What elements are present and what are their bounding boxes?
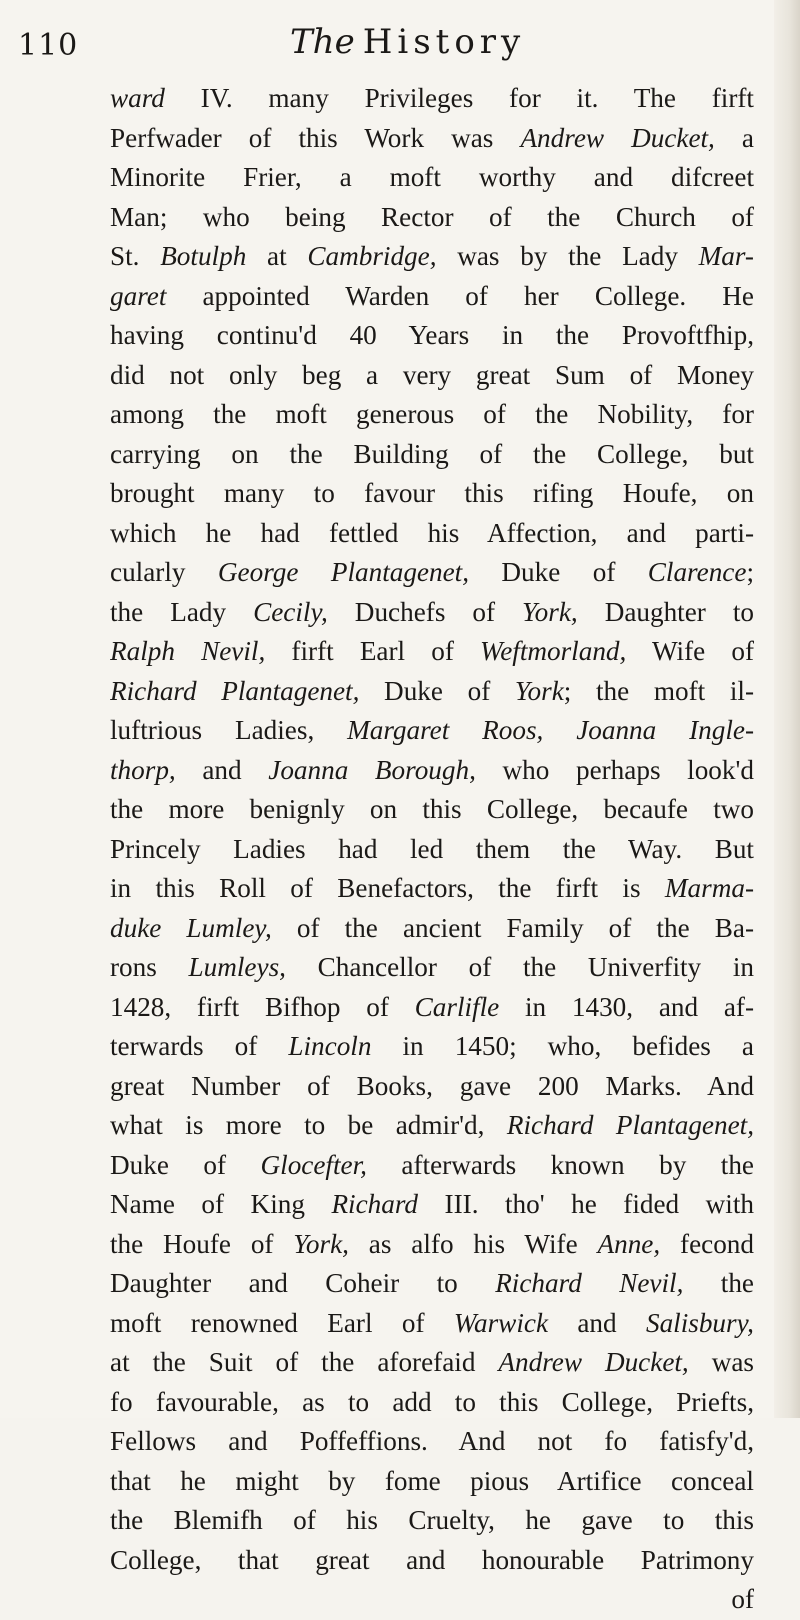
- italic-text: York,: [522, 596, 578, 627]
- italic-text: Botulph: [160, 241, 247, 271]
- text-line: [110, 830, 754, 870]
- italic-text: York: [514, 675, 564, 706]
- italic-text: Cecily,: [253, 596, 328, 627]
- text-line: [110, 1304, 754, 1344]
- text-run: St.: [110, 241, 161, 271]
- text-run: brought many to favour this rifing Houfe, on: [110, 478, 754, 508]
- text-run: Duke of: [110, 1149, 261, 1180]
- italic-text: Lumleys,: [188, 952, 286, 982]
- text-run: IV. many Privileges for it. The firft: [164, 83, 754, 113]
- italic-text: Lincoln: [288, 1031, 372, 1061]
- text-run: appointed Warden of her College. He: [166, 280, 754, 311]
- text-line: [110, 1067, 754, 1107]
- text-run: the Lady: [110, 596, 254, 627]
- text-run: Duke of: [469, 557, 648, 587]
- text-line: [110, 632, 754, 672]
- text-run: fecond: [660, 1228, 754, 1259]
- text-run: moft renowned Earl of: [110, 1307, 454, 1338]
- italic-text: ward: [110, 83, 165, 113]
- text-run: in 1450; who, befides a: [371, 1031, 754, 1061]
- italic-text: Marma-: [664, 873, 754, 903]
- text-line: [110, 1383, 754, 1423]
- text-line: [110, 593, 754, 633]
- text-line: [110, 435, 754, 475]
- text-line: [110, 1225, 754, 1265]
- text-line: [110, 909, 754, 949]
- text-line: [110, 1106, 754, 1146]
- text-run: firft Earl of: [265, 636, 481, 666]
- italic-text: Cambridge,: [307, 241, 437, 271]
- text-run: carrying on the Building of the College, but: [110, 438, 754, 469]
- italic-text: Andrew Ducket,: [498, 1347, 689, 1377]
- text-run: Man; who being Rector of the Church of: [110, 201, 754, 232]
- text-line: [110, 1185, 754, 1225]
- text-run: and: [548, 1307, 646, 1338]
- italic-text: Ralph Nevil,: [110, 636, 266, 666]
- text-line: [110, 1462, 754, 1502]
- italic-text: duke Lumley,: [110, 912, 272, 943]
- text-run: what is more to be admir'd,: [110, 1110, 507, 1140]
- text-run: Duchefs of: [327, 596, 523, 627]
- text-run: the Blemifh of his Cruelty, he gave to this: [110, 1505, 754, 1535]
- text-run: Wife of: [626, 636, 754, 666]
- text-run: Daughter and Coheir to: [110, 1268, 496, 1298]
- running-head-the: The: [290, 22, 355, 62]
- italic-text: Anne,: [597, 1228, 661, 1259]
- text-line: [110, 79, 754, 119]
- text-line: [110, 1343, 754, 1383]
- text-run: in 1430, and af-: [499, 991, 754, 1022]
- text-line: [110, 1146, 754, 1186]
- text-run: afterwards known by the: [366, 1149, 754, 1180]
- italic-text: Mar-: [698, 241, 754, 271]
- text-line: [110, 316, 754, 356]
- text-run: III. tho' he fided with: [418, 1189, 754, 1219]
- italic-text: Richard Plantagenet,: [506, 1110, 754, 1140]
- text-run: as alfo his Wife: [348, 1228, 598, 1259]
- text-run: Chancellor of the Univerfity in: [285, 952, 754, 982]
- text-line: [110, 1580, 754, 1620]
- page-number: 110: [18, 28, 79, 63]
- text-line: [110, 198, 754, 238]
- text-run: of the ancient Family of the Ba-: [271, 912, 754, 943]
- text-line: [110, 514, 754, 554]
- text-run: Name of King: [110, 1189, 332, 1219]
- text-run: was by the Lady: [436, 241, 699, 271]
- italic-text: Weftmorland,: [480, 636, 627, 666]
- italic-text: George Plantagenet,: [217, 557, 470, 587]
- text-line: [110, 869, 754, 909]
- text-run: terwards of: [110, 1031, 289, 1061]
- text-run: Duke of: [359, 675, 515, 706]
- text-line: [110, 1501, 754, 1541]
- text-run: which he had fettled his Affection, and parti-: [110, 517, 754, 548]
- text-run: [543, 715, 576, 745]
- running-head: [290, 22, 525, 62]
- text-run: 1428, firft Bifhop of: [110, 991, 415, 1022]
- text-line: [110, 751, 754, 791]
- text-run: Fellows and Poffeffions. And not fo fatisfy'd,: [110, 1426, 754, 1456]
- text-run: was: [688, 1347, 754, 1377]
- text-run: fo favourable, as to add to this College, Priefts,: [110, 1386, 754, 1417]
- text-run: luftrious Ladies,: [110, 715, 348, 745]
- text-line: [110, 1027, 754, 1067]
- text-line: [110, 1541, 754, 1581]
- text-line: [110, 790, 754, 830]
- text-line: [110, 395, 754, 435]
- text-run: Perfwader of this Work was: [110, 122, 521, 153]
- text-run: did not only beg a very great Sum of Money: [110, 359, 754, 390]
- italic-text: Joanna Borough,: [268, 754, 476, 785]
- text-line: [110, 948, 754, 988]
- text-line: [110, 988, 754, 1028]
- page-header: [0, 14, 800, 74]
- text-line: [110, 1422, 754, 1462]
- italic-text: Joanna Ingle-: [576, 715, 754, 745]
- text-run: who perhaps look'd: [475, 754, 754, 785]
- text-line: [110, 237, 754, 277]
- text-run: College, that great and honourable Patrimony: [110, 1544, 754, 1575]
- body-text: [110, 79, 754, 1620]
- text-run: having continu'd 40 Years in the Provoftfhip,: [110, 320, 754, 350]
- text-run: rons: [110, 952, 189, 982]
- italic-text: Margaret Roos,: [347, 715, 544, 745]
- italic-text: Salisbury,: [645, 1307, 754, 1338]
- text-run: cularly: [110, 557, 218, 587]
- text-line: [110, 474, 754, 514]
- italic-text: Richard Plantagenet,: [110, 675, 360, 706]
- text-line: [110, 553, 754, 593]
- text-run: Minorite Frier, a moft worthy and difcreet: [110, 162, 754, 192]
- running-head-title: History: [362, 22, 526, 62]
- italic-text: Clarence: [647, 557, 747, 587]
- text-run: and: [175, 754, 269, 785]
- text-line: [110, 119, 754, 159]
- text-run: ;: [746, 557, 754, 587]
- italic-text: Warwick: [453, 1307, 549, 1338]
- italic-text: garet: [110, 280, 167, 311]
- text-run: the: [683, 1268, 754, 1298]
- text-line: [110, 1264, 754, 1304]
- text-line: [110, 277, 754, 317]
- italic-text: York,: [293, 1228, 349, 1259]
- italic-text: Glocefter,: [260, 1149, 367, 1180]
- text-run: great Number of Books, gave 200 Marks. And: [110, 1070, 754, 1101]
- text-run: a: [714, 122, 754, 153]
- italic-text: Richard Nevil,: [495, 1268, 684, 1298]
- text-run: the Houfe of: [110, 1228, 294, 1259]
- italic-text: Carlifle: [414, 991, 500, 1022]
- text-run: Princely Ladies had led them the Way. But: [110, 833, 754, 864]
- text-line: [110, 158, 754, 198]
- text-line: [110, 711, 754, 751]
- text-line: [110, 672, 754, 712]
- text-run: Daughter to: [577, 596, 754, 627]
- italic-text: Andrew Ducket,: [520, 122, 715, 153]
- text-run: at the Suit of the aforefaid: [110, 1347, 499, 1377]
- text-run: that he might by fome pious Artifice conceal: [110, 1465, 754, 1496]
- text-run: at: [246, 241, 308, 271]
- text-run: of: [731, 1584, 754, 1614]
- italic-text: Richard: [331, 1189, 419, 1219]
- page-edge: [774, 0, 800, 1418]
- text-run: in this Roll of Benefactors, the firft is: [110, 873, 665, 903]
- text-run: among the moft generous of the Nobility, for: [110, 399, 754, 429]
- text-run: ; the moft il-: [563, 675, 754, 706]
- text-run: the more benignly on this College, becaufe two: [110, 794, 754, 824]
- italic-text: thorp,: [110, 754, 176, 785]
- text-line: [110, 356, 754, 396]
